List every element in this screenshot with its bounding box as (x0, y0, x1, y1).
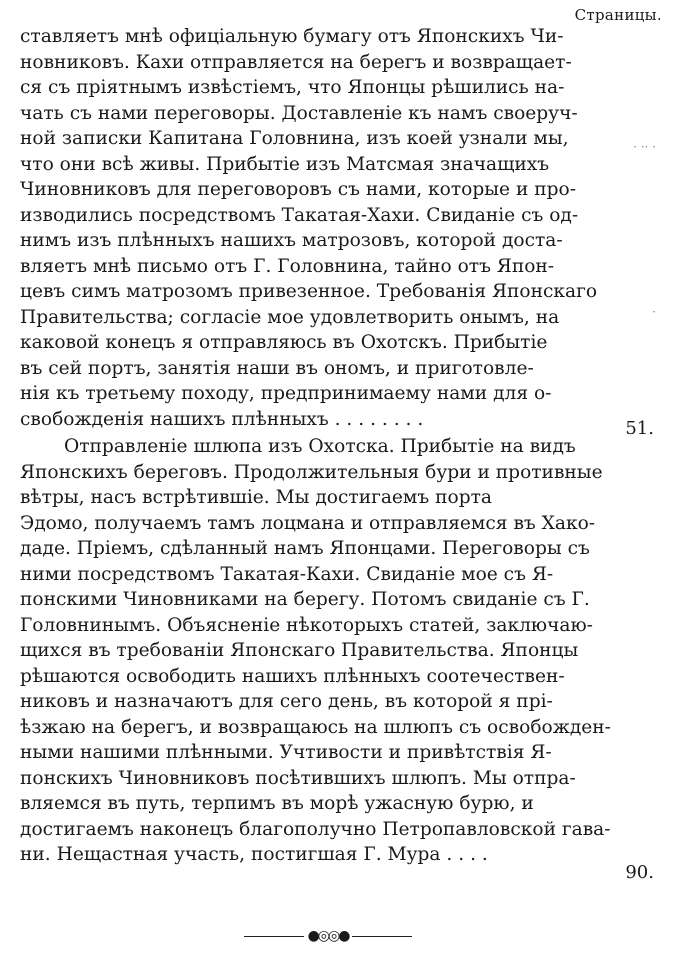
text-line: Отправленіе шлюпа изъ Охотска. Прибытіе на видъ (64, 436, 576, 457)
text-line: нимъ изъ плѣнныхъ нашихъ матрозовъ, которой доста- (20, 230, 563, 251)
text-line: Японскихъ береговъ. Продолжительныя бури и противные (20, 461, 603, 483)
text-line: цевъ симъ матрозомъ привезенное. Требованія Японскаго (20, 281, 598, 302)
text-line: вѣтры, насъ встрѣтившіе. Мы достигаемъ порта (20, 487, 492, 508)
text-line: въ сей портъ, занятія наши въ ономъ, и приготовле- (20, 357, 534, 379)
text-line: вляетъ мнѣ письмо отъ Г. Головнина, тайно отъ Япон- (20, 255, 555, 277)
text-line: ѣзжаю на берегъ, и возвращаюсь на шлюпъ съ освобожден- (20, 716, 611, 738)
ornament-divider (236, 928, 420, 944)
margin-dots: · ·· · (633, 140, 656, 154)
page-number-entry-2: 90. (625, 862, 654, 883)
text-line: Правительства; согласіе мое удовлетворить онымъ, на (20, 306, 560, 328)
text-line: Головнинымъ. Объясненіе нѣкоторыхъ статей, заключаю- (20, 614, 593, 636)
text-line: что они всѣ живы. Прибытіе изъ Матсмая значащихъ (20, 153, 550, 175)
pages-header: Страницы. (574, 6, 662, 24)
text-line: Эдомо, получаемъ тамъ лоцмана и отправляемся въ Хако- (20, 512, 596, 534)
text-line: свобожденія нашихъ плѣнныхъ . . . . . . . . (20, 408, 424, 430)
text-line: понскими Чиновниками на берегу. Потомъ свиданіе съ Г. (20, 589, 590, 610)
text-line: ной записки Капитана Головнина, изъ коей узнали мы, (20, 128, 569, 149)
text-line: никовъ и назначаютъ для сего день, въ которой я прі- (20, 691, 553, 712)
text-line: ставляетъ мнѣ офиціальную бумагу отъ Японскихъ Чи- (20, 26, 564, 47)
table-of-contents-text (20, 24, 620, 868)
text-line: даде. Пріемъ, сдѣланный намъ Японцами. Переговоры съ (20, 538, 590, 559)
text-line: Чиновниковъ для переговоровъ съ нами, которые и про- (20, 179, 577, 200)
text-line: новниковъ. Кахи отправляется на берегъ и возвращает- (20, 51, 572, 73)
text-line: ними посредствомъ Такатая-Кахи. Свиданіе мое съ Я- (20, 563, 554, 585)
text-line: понскихъ Чиновниковъ посѣтившихъ шлюпъ. Мы отпра- (20, 767, 576, 789)
text-line: ся съ пріятнымъ извѣстіемъ, что Японцы рѣшились на- (20, 77, 565, 98)
ornament-knot-icon: ●◎◎● (307, 928, 349, 944)
text-line: рѣшаются освободить нашихъ плѣнныхъ соотечествен- (20, 665, 565, 687)
contents-paragraph-2 (20, 434, 620, 868)
page-number-entry-1: 51. (625, 418, 654, 439)
text-line: ни. Нещастная участь, постигшая Г. Мура . . . . (20, 844, 488, 865)
margin-dot: · (652, 305, 656, 319)
text-line: нія къ третьему походу, предпринимаему нами для о- (20, 383, 552, 404)
text-line: ными нашими плѣнными. Учтивости и привѣтствія Я- (20, 742, 552, 763)
text-line: достигаемъ наконецъ благополучно Петропавловской гава- (20, 818, 611, 840)
text-line: изводились посредствомъ Такатая-Хахи. Свиданіе съ од- (20, 204, 579, 226)
text-line: чать съ нами переговоры. Доставленіе къ намъ своеруч- (20, 102, 578, 124)
contents-paragraph-1 (20, 24, 620, 432)
text-line: каковой конецъ я отправляюсь въ Охотскъ. Прибытіе (20, 332, 548, 353)
text-line: щихся въ требованіи Японскаго Правительства. Японцы (20, 640, 579, 661)
text-line: вляемся въ путь, терпимъ въ морѣ ужасную бурю, и (20, 793, 534, 814)
